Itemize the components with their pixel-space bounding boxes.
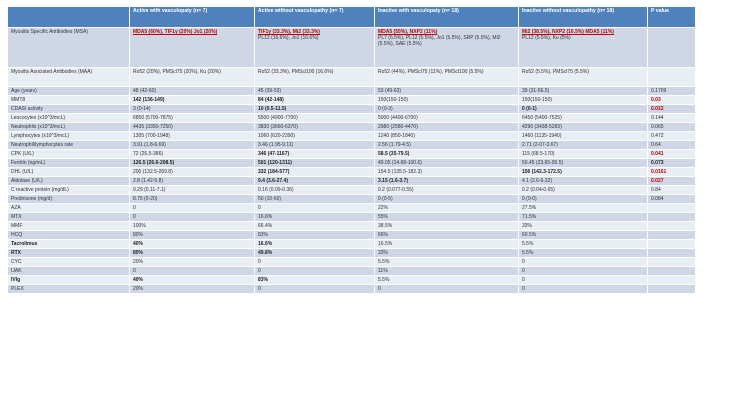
row-label: IVIg bbox=[8, 276, 130, 285]
msa-active-with bbox=[130, 28, 255, 68]
cell-inactive-with: 154.5 (135.5-182.3) bbox=[375, 168, 519, 177]
cell-inactive-without: 5.5% bbox=[519, 249, 648, 258]
cell-active-without: Ro52 (33.3%), PMScl100 (16.6%) bbox=[255, 68, 375, 87]
table-row bbox=[8, 96, 696, 105]
cell-inactive-with: 0 (0-3) bbox=[375, 105, 519, 114]
cell-inactive-without: 1460 (1135-1940) bbox=[519, 132, 648, 141]
cell-p-value bbox=[648, 249, 696, 258]
cell-inactive-without: 71.5% bbox=[519, 213, 648, 222]
cell-active-without: 83% bbox=[255, 231, 375, 240]
cell-inactive-with: 22% bbox=[375, 204, 519, 213]
table-row bbox=[8, 195, 696, 204]
msa-highlight: MDA5 (55%), NXP2 (11%) bbox=[378, 29, 438, 35]
cell-inactive-with: 33% bbox=[375, 249, 519, 258]
cell-active-without: 0.16 (0.09-0.36) bbox=[255, 186, 375, 195]
cell-inactive-without: 5.5% bbox=[519, 240, 648, 249]
cell-active-with: 48 (42-60) bbox=[130, 87, 255, 96]
table-row bbox=[8, 87, 696, 96]
cell-active-with: 0 bbox=[130, 204, 255, 213]
cell-p-value: 0.065 bbox=[648, 123, 696, 132]
cell-active-without: 501 (120-1311) bbox=[255, 159, 375, 168]
cell-active-with: 40% bbox=[130, 276, 255, 285]
cell-inactive-with: 66% bbox=[375, 231, 519, 240]
cell-inactive-without: 0 bbox=[519, 267, 648, 276]
header-inactive-without-vasculopathy: Inactive without vasculopathy (n= 18) bbox=[519, 7, 648, 28]
cell-inactive-without: 50.45 (23.65-95.5) bbox=[519, 159, 648, 168]
cell-p-value bbox=[648, 204, 696, 213]
cell-active-without: 49.8% bbox=[255, 249, 375, 258]
row-label: Myositis Asociated Antibodies (MAA) bbox=[8, 68, 130, 87]
cell-active-without: 66.4% bbox=[255, 222, 375, 231]
cell-active-without: 0 bbox=[255, 267, 375, 276]
cell-inactive-with: 38.5% bbox=[375, 222, 519, 231]
msa-p-value bbox=[648, 28, 696, 68]
cell-active-without: 1060 (620-2390) bbox=[255, 132, 375, 141]
cell-p-value: 0.64 bbox=[648, 141, 696, 150]
cell-inactive-without: 150(150-150) bbox=[519, 96, 648, 105]
row-label: HCQ bbox=[8, 231, 130, 240]
cell-inactive-without: 39 (31-56.5) bbox=[519, 87, 648, 96]
cell-inactive-without: 0 bbox=[519, 285, 648, 294]
msa-active-without bbox=[255, 28, 375, 68]
msa-highlight: TIF1γ (33.3%), Mi2 (33.3%) bbox=[258, 29, 320, 35]
table-row bbox=[8, 141, 696, 150]
row-label: Neutrophils (x10^3/mcL) bbox=[8, 123, 130, 132]
cell-inactive-with: 5.5% bbox=[375, 258, 519, 267]
cell-active-with: 0 bbox=[130, 213, 255, 222]
table-row-msa bbox=[8, 28, 696, 68]
header-variable bbox=[8, 7, 130, 28]
table-row bbox=[8, 159, 696, 168]
row-label: CYC bbox=[8, 258, 130, 267]
cell-inactive-with: Ro52 (44%), PMScl75 (11%), PMScl100 (5.5%) bbox=[375, 68, 519, 87]
table-row bbox=[8, 204, 696, 213]
cell-active-with: 72 (26.5-386) bbox=[130, 150, 255, 159]
table-row bbox=[8, 114, 696, 123]
msa-inactive-with bbox=[375, 28, 519, 68]
cell-active-with: 3.91 (1.8-6.69) bbox=[130, 141, 255, 150]
row-label: Neutrophil/lymphocytes rate bbox=[8, 141, 130, 150]
cell-p-value bbox=[648, 267, 696, 276]
cell-active-without: 16.6% bbox=[255, 240, 375, 249]
cell-inactive-with: 5.5% bbox=[375, 276, 519, 285]
cell-p-value: 0.1709 bbox=[648, 87, 696, 96]
cell-active-with: 200 (132.5-269.8) bbox=[130, 168, 255, 177]
row-label: CDASI activity bbox=[8, 105, 130, 114]
cell-active-with: 126.5 (26.6-208.5) bbox=[130, 159, 255, 168]
cell-inactive-with: 2.56 (1.79-4.5) bbox=[375, 141, 519, 150]
table-row bbox=[8, 222, 696, 231]
cell-active-with: 20% bbox=[130, 285, 255, 294]
cell-active-without: 346 (47-1167) bbox=[255, 150, 375, 159]
cell-inactive-without: Ro52 (5.5%), PMScl75 (5.5%) bbox=[519, 68, 648, 87]
cell-inactive-with: 53 (49-63) bbox=[375, 87, 519, 96]
cell-active-without: 0 bbox=[255, 204, 375, 213]
results-table-container bbox=[7, 6, 695, 294]
table-row bbox=[8, 123, 696, 132]
row-label: Aldolase (U/L) bbox=[8, 177, 130, 186]
cell-inactive-without: 0 (0-0) bbox=[519, 195, 648, 204]
cell-active-with: 4435 (3350-7250) bbox=[130, 123, 255, 132]
table-row bbox=[8, 105, 696, 114]
table-row bbox=[8, 231, 696, 240]
cell-active-without: 83% bbox=[255, 276, 375, 285]
header-inactive-with-vasculopathy: Inactive with vasculopaty (n= 18) bbox=[375, 7, 519, 28]
table-row bbox=[8, 213, 696, 222]
row-label: MMT8 bbox=[8, 96, 130, 105]
header-p-value: P value bbox=[648, 7, 696, 28]
row-label: Tacrolimus bbox=[8, 240, 130, 249]
cell-active-without: 45 (39-53) bbox=[255, 87, 375, 96]
cell-inactive-with: 5000 (4400-6700) bbox=[375, 114, 519, 123]
msa-highlight: Mi2 (38.5%), NXP2 (16.5%) MDA5 (11%) bbox=[522, 29, 614, 35]
table-row bbox=[8, 249, 696, 258]
table-body bbox=[8, 28, 696, 294]
cell-p-value bbox=[648, 231, 696, 240]
cell-p-value: 0.0161 bbox=[648, 168, 696, 177]
cell-p-value bbox=[648, 240, 696, 249]
cell-inactive-with: 11% bbox=[375, 267, 519, 276]
row-label: RTX bbox=[8, 249, 130, 258]
table-row bbox=[8, 168, 696, 177]
row-label: MMF bbox=[8, 222, 130, 231]
cell-inactive-with: 150(150-150) bbox=[375, 96, 519, 105]
row-label: CPK (U/L) bbox=[8, 150, 130, 159]
cell-active-without: 3830 (3660-6370) bbox=[255, 123, 375, 132]
cell-inactive-with: 55% bbox=[375, 213, 519, 222]
cell-p-value bbox=[648, 285, 696, 294]
cell-active-without: 0 bbox=[255, 285, 375, 294]
cell-p-value: 0.03 bbox=[648, 96, 696, 105]
cell-p-value: 0.472 bbox=[648, 132, 696, 141]
cell-p-value: 0.022 bbox=[648, 105, 696, 114]
cell-active-with: 3 (0-14) bbox=[130, 105, 255, 114]
cell-active-without: 3.46 (1.95-9.11) bbox=[255, 141, 375, 150]
cell-active-with: 0.29 (0.11-7.1) bbox=[130, 186, 255, 195]
table-row bbox=[8, 240, 696, 249]
msa-highlight: MDA5 (60%), TIF1γ (20%) Jo1 (20%) bbox=[133, 29, 218, 35]
row-label: PLEX bbox=[8, 285, 130, 294]
msa-other: PL7 (5.5%), PL12 (5.5%), Jo1 (5.5%), SRP (5.5%), Mi2 (5.5%), SAE (5.5%) bbox=[378, 35, 501, 47]
cell-inactive-without: 0 (0-1) bbox=[519, 105, 648, 114]
cell-active-with: 142 (136-149) bbox=[130, 96, 255, 105]
table-row bbox=[8, 276, 696, 285]
cell-inactive-with: 0 bbox=[375, 285, 519, 294]
table-row bbox=[8, 177, 696, 186]
table-row bbox=[8, 186, 696, 195]
cell-p-value bbox=[648, 213, 696, 222]
cell-active-with: 80% bbox=[130, 249, 255, 258]
header-active-without-vasculopathy: Active without vasculopathy (n= 7) bbox=[255, 7, 375, 28]
table-row bbox=[8, 132, 696, 141]
msa-other: PL12 (5.5%), Ku (5%) bbox=[522, 35, 571, 41]
cell-inactive-without: 27.5% bbox=[519, 204, 648, 213]
cell-active-without: 5500 (4900-7700) bbox=[255, 114, 375, 123]
cell-active-without: 50 (10-60) bbox=[255, 195, 375, 204]
cell-inactive-without: 0 bbox=[519, 276, 648, 285]
cell-active-with: Ro52 (20%), PMScl75 (20%), Ku (20%) bbox=[130, 68, 255, 87]
header-active-with-vasculopathy: Active with vasculopaty (n= 7) bbox=[130, 7, 255, 28]
cell-active-with: 0 bbox=[130, 267, 255, 276]
cell-active-without: 332 (184-577) bbox=[255, 168, 375, 177]
row-label: MTX bbox=[8, 213, 130, 222]
cell-inactive-with: 3.15 (1.6-3.7) bbox=[375, 177, 519, 186]
cell-inactive-with: 58.5 (35-79.5) bbox=[375, 150, 519, 159]
cell-active-with: 8.75 (0-20) bbox=[130, 195, 255, 204]
table-row bbox=[8, 267, 696, 276]
cell-active-without: 0 bbox=[255, 258, 375, 267]
cell-inactive-with: 0.2 (0.077-0.55) bbox=[375, 186, 519, 195]
table-row bbox=[8, 285, 696, 294]
cell-p-value bbox=[648, 68, 696, 87]
cell-inactive-without: 4290 (3438-5283) bbox=[519, 123, 648, 132]
cell-inactive-without: 33% bbox=[519, 222, 648, 231]
cell-p-value: 0.027 bbox=[648, 177, 696, 186]
row-label: Myositis Specific Antibodies (MSA) bbox=[8, 28, 130, 68]
row-label: Leucocytes (x10^3/mcL) bbox=[8, 114, 130, 123]
row-label: Ferritin (ng/mL) bbox=[8, 159, 130, 168]
cell-p-value bbox=[648, 222, 696, 231]
cell-p-value: 0.144 bbox=[648, 114, 696, 123]
cell-inactive-with: 1240 (850-1840) bbox=[375, 132, 519, 141]
cell-p-value bbox=[648, 276, 696, 285]
row-label: AZA bbox=[8, 204, 130, 213]
cell-p-value: 0.84 bbox=[648, 186, 696, 195]
cell-active-without: 16.6% bbox=[255, 213, 375, 222]
cell-inactive-without: 60.5% bbox=[519, 231, 648, 240]
cell-inactive-with: 2980 (2580-4470) bbox=[375, 123, 519, 132]
row-label: DHL (U/L) bbox=[8, 168, 130, 177]
cell-active-without: 84 (42-148) bbox=[255, 96, 375, 105]
row-label: Lymphocytes (x10^3/mcL) bbox=[8, 132, 130, 141]
table-row bbox=[8, 68, 696, 87]
row-label: Age (years) bbox=[8, 87, 130, 96]
cell-inactive-with: 16.5% bbox=[375, 240, 519, 249]
row-label: Prednisone (mg/d) bbox=[8, 195, 130, 204]
cell-p-value bbox=[648, 258, 696, 267]
cell-p-value: 0.084 bbox=[648, 195, 696, 204]
table-row bbox=[8, 258, 696, 267]
cell-inactive-with: 0 (0-5) bbox=[375, 195, 519, 204]
cell-active-without: 9.4 (3.6-27.4) bbox=[255, 177, 375, 186]
cell-active-with: 6850 (5700-7875) bbox=[130, 114, 255, 123]
cell-active-with: 20% bbox=[130, 258, 255, 267]
results-table bbox=[7, 6, 696, 294]
cell-p-value: 0.073 bbox=[648, 159, 696, 168]
cell-inactive-with: 49.05 (14.68-100.6) bbox=[375, 159, 519, 168]
cell-inactive-without: 0 bbox=[519, 258, 648, 267]
cell-active-without: 10 (0.5-11.5) bbox=[255, 105, 375, 114]
cell-p-value: 0.041 bbox=[648, 150, 696, 159]
cell-active-with: 40% bbox=[130, 240, 255, 249]
cell-active-with: 1305 (700-1948) bbox=[130, 132, 255, 141]
msa-inactive-without bbox=[519, 28, 648, 68]
row-label: IJAK bbox=[8, 267, 130, 276]
cell-active-with: 80% bbox=[130, 231, 255, 240]
cell-inactive-without: 115 (68.5-170) bbox=[519, 150, 648, 159]
table-row bbox=[8, 150, 696, 159]
cell-inactive-without: 6450 (5400-7525) bbox=[519, 114, 648, 123]
msa-other: PL12 (16.6%), Jo1 (16.6%) bbox=[258, 35, 319, 41]
cell-inactive-without: 2.71 (2-07-3.67) bbox=[519, 141, 648, 150]
cell-inactive-without: 0.2 (0.04-0.65) bbox=[519, 186, 648, 195]
cell-active-with: 2.8 (1.42-5.8) bbox=[130, 177, 255, 186]
cell-inactive-without: 156 (142.3-172.5) bbox=[519, 168, 648, 177]
cell-inactive-without: 4.1 (2.6-6.32) bbox=[519, 177, 648, 186]
row-label: C reactive protein (mg/dL) bbox=[8, 186, 130, 195]
header-row bbox=[8, 7, 696, 28]
cell-active-with: 100% bbox=[130, 222, 255, 231]
